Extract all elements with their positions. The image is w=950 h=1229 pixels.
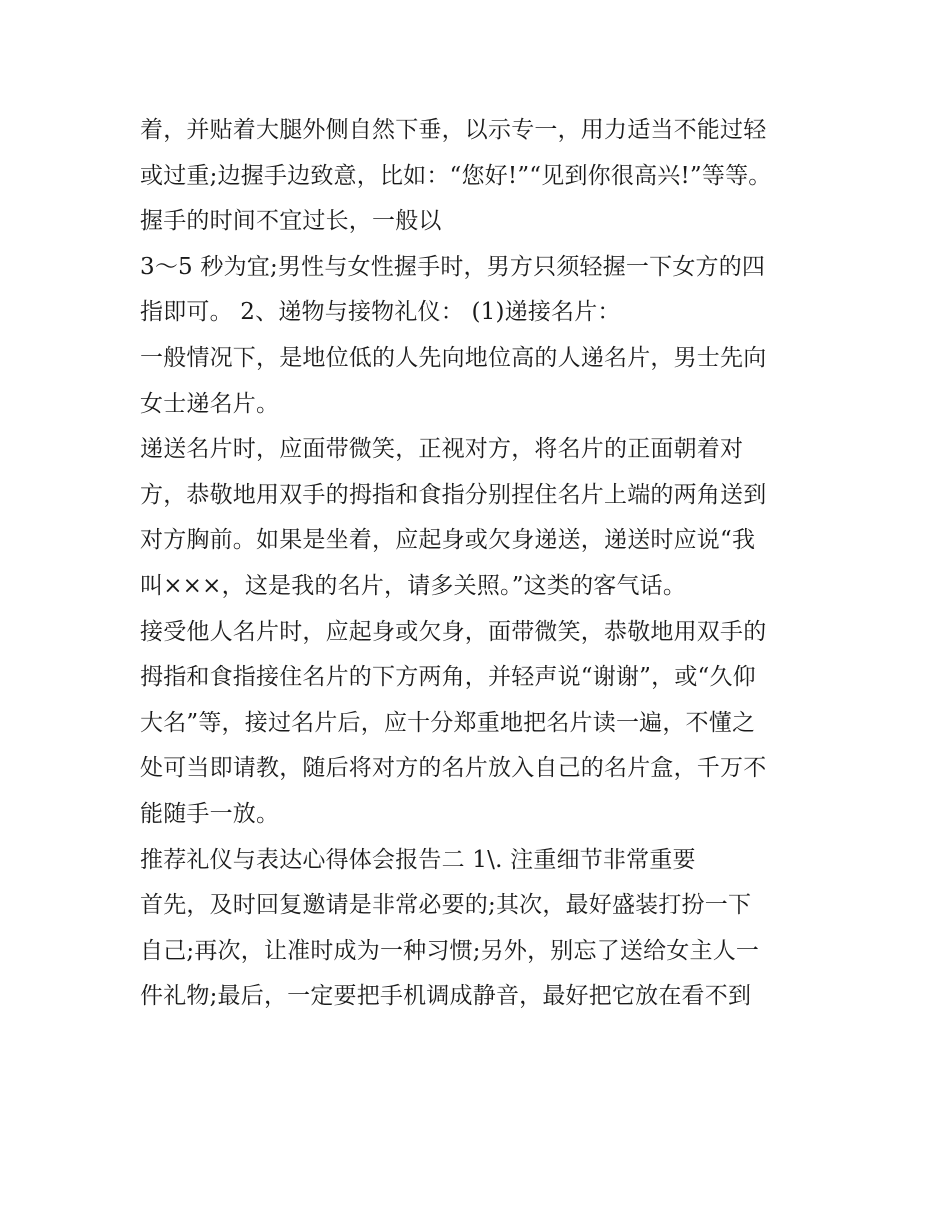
text-line: 递送名片时，应面带微笑，正视对方，将名片的正面朝着对 <box>140 436 744 463</box>
text-line: 女士递名片。 <box>140 390 280 417</box>
text-line: 接受他人名片时，应起身或欠身，面带微笑，恭敬地用双手的 <box>140 618 767 645</box>
text-line: 一般情况下，是地位低的人先向地位高的人递名片，男士先向 <box>140 344 767 371</box>
section-heading: 推荐礼仪与表达心得体会报告二 1\. 注重细节非常重要 <box>140 846 696 873</box>
document-body <box>140 108 820 1020</box>
text-line: 3～5 秒为宜;男性与女性握手时，男方只须轻握一下女方的四 <box>140 253 766 280</box>
text-line: 自己;再次，让准时成为一种习惯;另外，别忘了送给女主人一 <box>140 937 760 964</box>
text-line: 大名”等，接过名片后，应十分郑重地把名片读一遍，不懂之 <box>140 709 756 736</box>
text-line: 握手的时间不宜过长，一般以 <box>140 208 442 235</box>
text-line: 方，恭敬地用双手的拇指和食指分别捏住名片上端的两角送到 <box>140 481 767 508</box>
text-line: 首先，及时回复邀请是非常必要的;其次，最好盛装打扮一下 <box>140 892 752 919</box>
text-line: 件礼物;最后，一定要把手机调成静音，最好把它放在看不到 <box>140 983 752 1010</box>
text-line: 着，并贴着大腿外侧自然下垂，以示专一，用力适当不能过轻 <box>140 117 767 143</box>
text-line: 或过重;边握手边致意，比如：“您好!”“见到你很高兴!”等等。 <box>140 162 772 189</box>
text-line: 处可当即请教，随后将对方的名片放入自己的名片盒，千万不 <box>140 755 767 782</box>
text-line: 指即可。 2、递物与接物礼仪： (1)递接名片： <box>140 299 621 326</box>
text-line: 对方胸前。如果是坐着，应起身或欠身递送，递送时应说“我 <box>140 527 756 554</box>
text-line: 叫×××，这是我的名片，请多关照。”这类的客气话。 <box>140 572 687 599</box>
text-line: 能随手一放。 <box>140 800 280 827</box>
text-line: 拇指和食指接住名片的下方两角，并轻声说“谢谢”，或“久仰 <box>140 664 756 691</box>
